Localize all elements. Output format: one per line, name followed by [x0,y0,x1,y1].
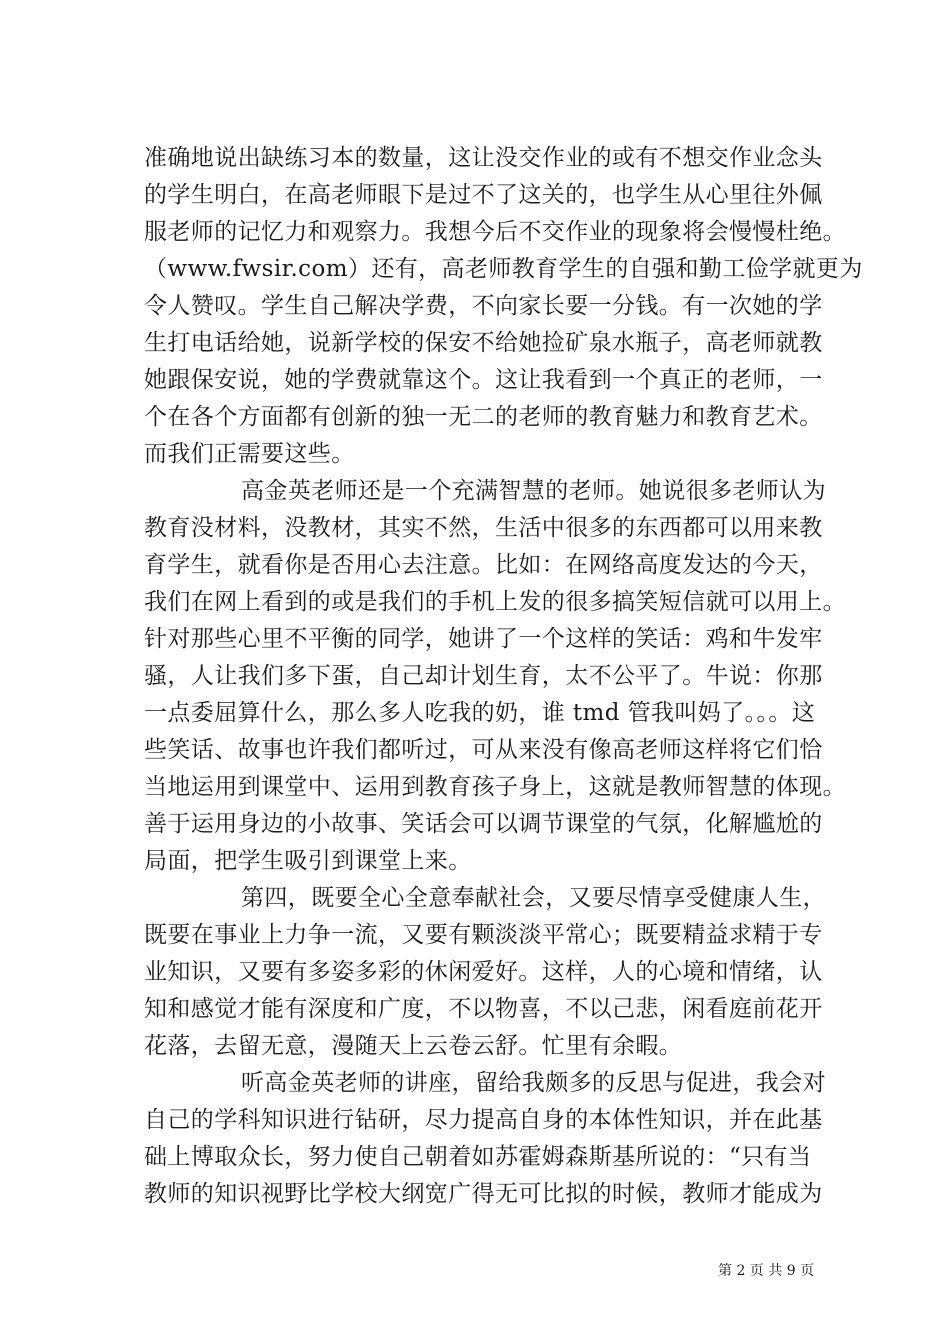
text-line: （www.fwsir.com）还有，高老师教育学生的自强和勤工俭学就更为 [144,256,863,282]
text-line: 骚，人让我们多下蛋，自己却计划生育，太不公平了。牛说：你那 [144,663,823,689]
text-line: 教师的知识视野比学校大纲宽广得无可比拟的时候，教师才能成为 [144,1181,823,1207]
text-line: 个在各个方面都有创新的独一无二的老师的教育魅力和教育艺术。 [144,404,823,430]
text-line: 育学生，就看你是否用心去注意。比如：在网络高度发达的今天， [144,552,823,578]
text-line: 既要在事业上力争一流，又要有颗淡淡平常心；既要精益求精于专 [144,922,823,948]
text-line: 当地运用到课堂中、运用到教育孩子身上，这就是教师智慧的体现。 [144,774,846,800]
text-line: 的学生明白，在高老师眼下是过不了这关的，也学生从心里往外佩 [144,182,823,208]
text-line: 服老师的记忆力和观察力。我想今后不交作业的现象将会慢慢杜绝。 [144,219,846,245]
text-line: 生打电话给她，说新学校的保安不给她捡矿泉水瓶子，高老师就教 [144,330,823,356]
text-line: 础上博取众长，努力使自己朝着如苏霍姆森斯基所说的：“只有当 [144,1144,812,1170]
text-line: 自己的学科知识进行钻研，尽力提高自身的本体性知识，并在此基 [144,1107,823,1133]
text-line: 教育没材料，没教材，其实不然，生活中很多的东西都可以用来教 [144,515,823,541]
text-line: 业知识，又要有多姿多彩的休闲爱好。这样，人的心境和情绪，认 [144,959,823,985]
text-line: 她跟保安说，她的学费就靠这个。这让我看到一个真正的老师，一 [144,367,823,393]
text-line: 我们在网上看到的或是我们的手机上发的很多搞笑短信就可以用上。 [144,589,846,615]
text-line: 一点委屈算什么，那么多人吃我的奶，谁 tmd 管我叫妈了。。。这 [144,700,816,726]
text-line: 令人赞叹。学生自己解决学费，不向家长要一分钱。有一次她的学 [144,293,823,319]
paragraph-first-line: 听高金英老师的讲座，留给我颇多的反思与促进，我会对 [241,1070,826,1096]
text-line: 花落，去留无意，漫随天上云卷云舒。忙里有余暇。 [144,1033,683,1059]
text-line: 准确地说出缺练习本的数量，这让没交作业的或有不想交作业念头 [144,145,823,171]
text-line: 些笑话、故事也许我们都听过，可从来没有像高老师这样将它们恰 [144,737,823,763]
text-line: 而我们正需要这些。 [144,441,355,467]
text-line: 知和感觉才能有深度和广度，不以物喜，不以己悲，闲看庭前花开 [144,996,823,1022]
page-number: 第 2 页 共 9 页 [718,1263,815,1279]
text-line: 针对那些心里不平衡的同学，她讲了一个这样的笑话：鸡和牛发牢 [144,626,823,652]
paragraph-first-line: 第四，既要全心全意奉献社会，又要尽情享受健康人生， [241,885,826,911]
paragraph-first-line: 高金英老师还是一个充满智慧的老师。她说很多老师认为 [241,478,826,504]
text-line: 局面，把学生吸引到课堂上来。 [144,848,472,874]
text-line: 善于运用身边的小故事、笑话会可以调节课堂的气氛，化解尴尬的 [144,811,823,837]
